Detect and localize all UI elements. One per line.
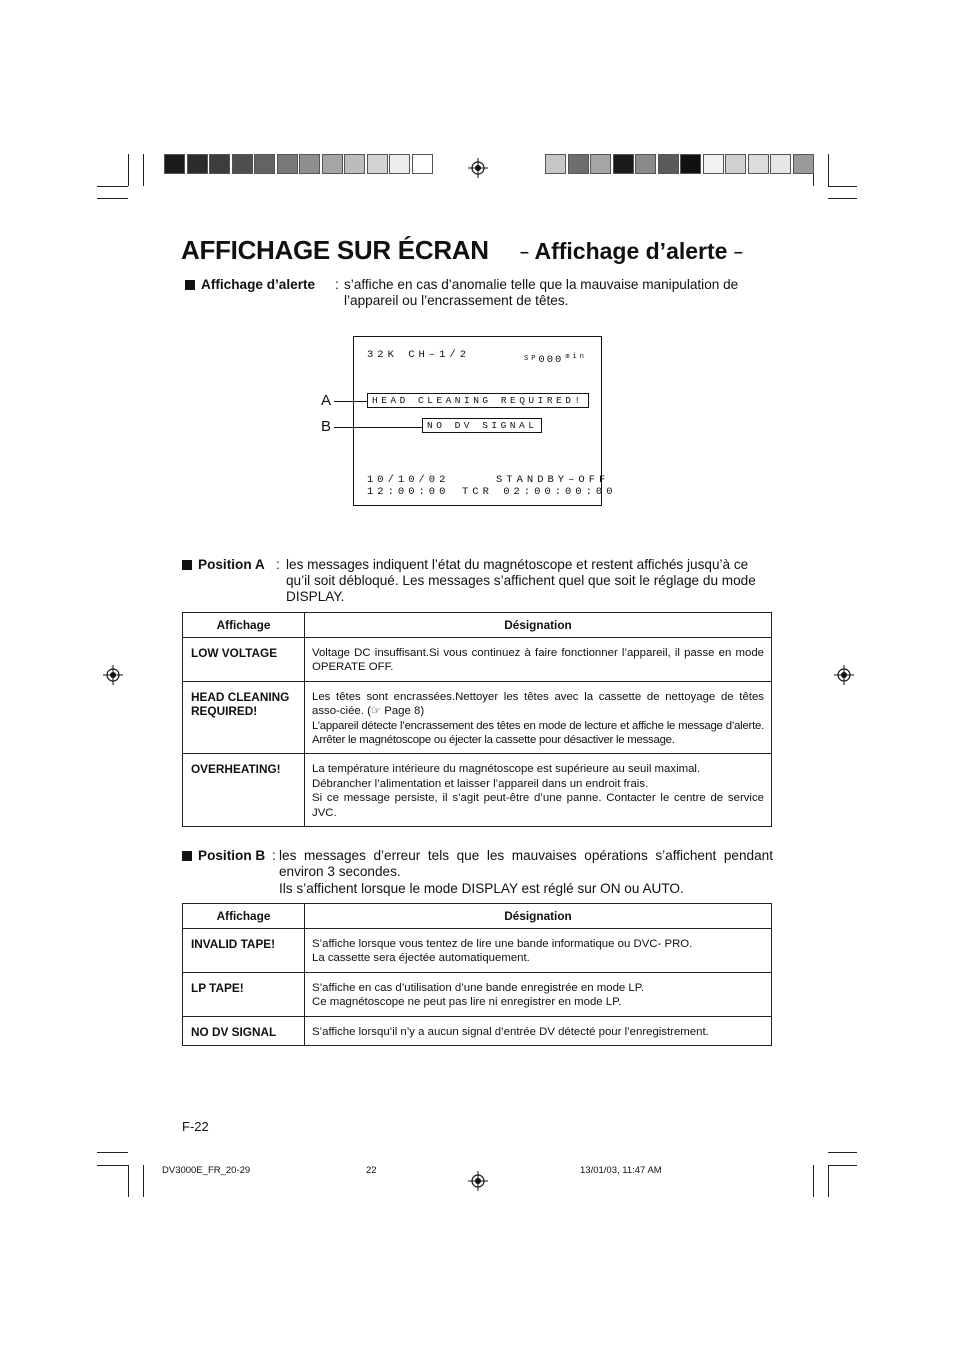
- row-value: [305, 929, 772, 973]
- calibration-swatch: [277, 154, 298, 174]
- row-key: HEAD CLEANING REQUIRED!: [183, 681, 305, 754]
- row-line: Ce magnétoscope ne peut pas lire ni enregistrer en mode LP.: [312, 996, 622, 1009]
- row-key: LOW VOLTAGE: [183, 638, 305, 682]
- table-row: [183, 681, 772, 754]
- row-key: LP TAPE!: [183, 972, 305, 1016]
- calibration-swatch: [545, 154, 566, 174]
- screen-top-right: [524, 349, 587, 367]
- row-line: Si ce message persiste, il s’agit peut-être d’une panne. Contacter le centre de service JVC.: [312, 792, 764, 819]
- calibration-swatch: [254, 154, 275, 174]
- bullet-square-icon: [185, 280, 195, 290]
- registration-mark-icon: [103, 665, 123, 685]
- callout-label-b: B: [321, 418, 332, 435]
- position-b-colon: :: [272, 848, 276, 863]
- position-a-table: [182, 612, 772, 827]
- position-a-heading: [182, 557, 782, 573]
- calibration-swatch: [299, 154, 320, 174]
- table-row: [183, 1016, 772, 1045]
- row-line: L’appareil détecte l’encrassement des têtes en mode de lecture et affiche le message d’alerte. Arrêter le magnétoscope ou éjecter la cassette pour désactiver le message.: [312, 719, 764, 747]
- intro-paragraph: [185, 277, 785, 293]
- position-a-line2: qu’il soit débloqué. Les messages s’affichent quel que soit le réglage du mode: [286, 573, 756, 588]
- calibration-swatch: [703, 154, 724, 174]
- callout-line-a: [334, 401, 367, 402]
- column-header: Affichage: [183, 904, 305, 929]
- position-a-line3: DISPLAY.: [286, 589, 345, 604]
- calibration-swatch: [590, 154, 611, 174]
- screen-time: 12:00:00: [367, 486, 450, 498]
- calibration-swatch: [793, 154, 814, 174]
- column-header: Désignation: [305, 904, 772, 929]
- page-title: AFFICHAGE SUR ÉCRAN: [181, 235, 489, 265]
- calibration-swatch: [680, 154, 701, 174]
- calibration-bar-left: [164, 154, 434, 176]
- table-header-row: [183, 613, 772, 638]
- calibration-swatch: [389, 154, 410, 174]
- column-header: Désignation: [305, 613, 772, 638]
- table-row: [183, 972, 772, 1016]
- calibration-swatch: [322, 154, 343, 174]
- subtitle-dash: –: [733, 244, 743, 261]
- registration-mark-icon: [834, 665, 854, 685]
- row-value: [305, 754, 772, 827]
- registration-mark-icon: [468, 1171, 488, 1191]
- screen-counter: 000: [538, 354, 564, 366]
- position-b-line2: environ 3 secondes.: [279, 864, 401, 879]
- bullet-square-icon: [182, 851, 192, 861]
- position-b-label: Position B: [198, 848, 266, 863]
- position-b-line3: Ils s’affichent lorsque le mode DISPLAY est réglé sur ON ou AUTO.: [279, 881, 684, 896]
- table-row: [183, 929, 772, 973]
- position-b-heading: [182, 848, 782, 864]
- screen-top-left: 32K CH–1/2: [367, 349, 471, 361]
- page-subtitle: [520, 238, 743, 265]
- calibration-swatch: [344, 154, 365, 174]
- screen-message-a: HEAD CLEANING REQUIRED!: [367, 393, 589, 408]
- row-value: [305, 681, 772, 754]
- bullet-square-icon: [182, 560, 192, 570]
- subtitle-dash: –: [520, 244, 529, 261]
- callout-line-b: [334, 427, 422, 428]
- calibration-swatch: [635, 154, 656, 174]
- footer-page: 22: [366, 1165, 377, 1176]
- intro-colon: :: [335, 277, 339, 292]
- row-line: S’affiche lorsque vous tentez de lire une bande informatique ou DVC- PRO.: [312, 938, 693, 950]
- row-line: S’affiche lorsqu’il n’y a aucun signal d’entrée DV détecté pour l’enregistrement.: [312, 1025, 709, 1038]
- row-line: La cassette sera éjectée automatiquement.: [312, 952, 530, 965]
- callout-label-a: A: [321, 392, 332, 409]
- position-a-colon: :: [276, 557, 280, 572]
- row-value: [305, 972, 772, 1016]
- screen-sp: SP: [524, 355, 539, 363]
- calibration-swatch: [412, 154, 433, 174]
- calibration-swatch: [164, 154, 185, 174]
- row-value: [305, 1016, 772, 1045]
- calibration-swatch: [613, 154, 634, 174]
- intro-label: Affichage d’alerte: [201, 277, 316, 292]
- subtitle-text: Affichage d’alerte: [534, 238, 728, 264]
- column-header: Affichage: [183, 613, 305, 638]
- row-line: La température intérieure du magnétoscope est supérieure au seuil maximal.: [312, 763, 701, 776]
- row-value: [305, 638, 772, 682]
- intro-text-2: l’appareil ou l’encrassement de têtes.: [344, 293, 569, 308]
- table-row: [183, 754, 772, 827]
- calibration-swatch: [568, 154, 589, 174]
- position-a-line1: les messages indiquent l’état du magnétoscope et restent affichés jusqu’à ce: [286, 557, 749, 572]
- calibration-bar-right: [545, 154, 815, 176]
- page-number: F-22: [182, 1119, 209, 1134]
- table-header-row: [183, 904, 772, 929]
- row-key: NO DV SIGNAL: [183, 1016, 305, 1045]
- calibration-swatch: [187, 154, 208, 174]
- row-line: Les têtes sont encrassées.Nettoyer les têtes avec la cassette de nettoyage de têtes asso-ciée. (☞ Page 8): [312, 690, 764, 718]
- position-a-label: Position A: [198, 557, 265, 572]
- calibration-swatch: [725, 154, 746, 174]
- footer-file: DV3000E_FR_20-29: [162, 1165, 251, 1176]
- calibration-swatch: [770, 154, 791, 174]
- calibration-swatch: [232, 154, 253, 174]
- screen-message-b: NO DV SIGNAL: [422, 418, 542, 433]
- calibration-swatch: [209, 154, 230, 174]
- row-line: S’affiche en cas d’utilisation d’une bande enregistrée en mode LP.: [312, 981, 645, 994]
- row-line: Débrancher l’alimentation et laisser l’appareil dans un endroit frais.: [312, 777, 649, 790]
- row-key: OVERHEATING!: [183, 754, 305, 827]
- row-key: INVALID TAPE!: [183, 929, 305, 973]
- footer-date: 13/01/03, 11:47 AM: [580, 1165, 662, 1176]
- calibration-swatch: [367, 154, 388, 174]
- calibration-swatch: [658, 154, 679, 174]
- screen-date: 10/10/02: [367, 474, 450, 486]
- calibration-swatch: [748, 154, 769, 174]
- screen-status: STANDBY–OFF: [496, 474, 610, 486]
- table-row: [183, 638, 772, 682]
- screen-min: min: [565, 353, 587, 361]
- registration-mark-icon: [468, 158, 488, 178]
- screen-display: [353, 336, 617, 506]
- intro-text: s’affiche en cas d’anomalie telle que la mauvaise manipulation de: [344, 277, 739, 292]
- row-line: Voltage DC insuffisant.Si vous continuez à faire fonctionner l’appareil, il passe en mode OPERATE OFF.: [312, 647, 764, 674]
- position-b-line1: les messages d’erreur tels que les mauvaises opérations s’affichent pendant: [279, 848, 773, 863]
- position-b-table: [182, 903, 772, 1046]
- screen-tcr: TCR 02:00:00:00: [462, 486, 617, 498]
